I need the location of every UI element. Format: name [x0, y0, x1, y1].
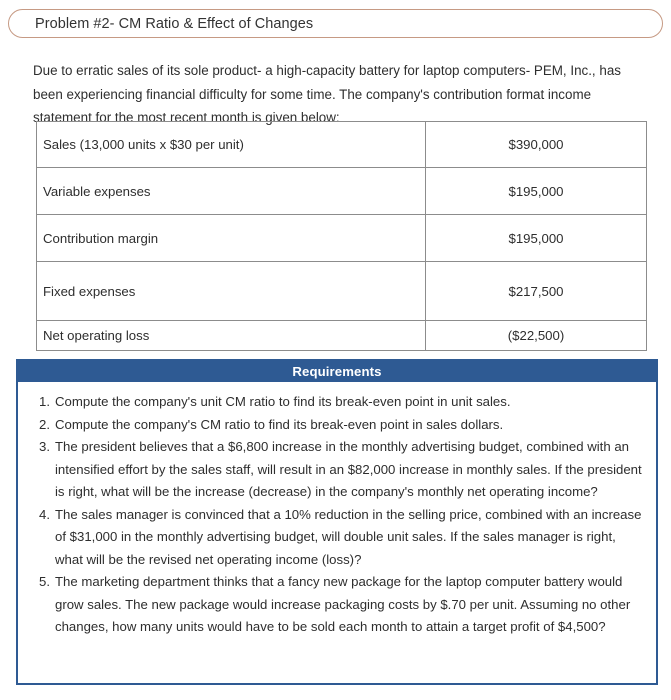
page-title: Problem #2- CM Ratio & Effect of Changes: [35, 15, 314, 32]
list-item-number: 1.: [39, 394, 50, 409]
row-amount: $390,000: [426, 122, 647, 168]
row-label: Sales (13,000 units x $30 per unit): [37, 122, 426, 168]
list-item-number: 5.: [39, 574, 50, 589]
list-item: [28, 391, 644, 414]
table-row: [37, 168, 647, 215]
row-amount: $195,000: [426, 215, 647, 262]
list-item: [28, 436, 644, 504]
row-label: Variable expenses: [37, 168, 426, 215]
requirements-list: [18, 382, 656, 639]
list-item-number: 3.: [39, 439, 50, 454]
list-item-text: The president believes that a $6,800 increase in the monthly advertising budget, combined with an intensified effort by the sales staff, will result in an $82,000 increase in monthly sales. If the president is right, what will be the increase (decrease) in the company's monthly net operating income?: [55, 439, 642, 499]
table-row: [37, 321, 647, 351]
row-label: Net operating loss: [37, 321, 426, 351]
row-amount: $217,500: [426, 262, 647, 321]
list-item-number: 2.: [39, 416, 50, 432]
intro-paragraph: Due to erratic sales of its sole product- a high-capacity battery for laptop computers- PEM, Inc., has been experiencing financial difficulty for some time. The company's contribution format income statement for the most recent month is given below:: [33, 63, 621, 126]
row-label: Fixed expenses: [37, 262, 426, 321]
requirements-header: Requirements: [18, 361, 656, 382]
problem-title-banner: [8, 9, 663, 38]
requirements-box: [16, 359, 658, 685]
income-statement-table: [36, 121, 647, 351]
table-row: [37, 262, 647, 321]
list-item-text: The marketing department thinks that a fancy new package for the laptop computer battery would grow sales. The new package would increase packaging costs by $.70 per unit. Assuming no other changes, how many units would have to be sold each month to attain a target profit of $4,500?: [55, 574, 631, 634]
row-amount: $195,000: [426, 168, 647, 215]
list-item-number: 4.: [39, 506, 50, 522]
list-item-text: Compute the company's unit CM ratio to find its break-even point in unit sales.: [55, 394, 511, 409]
list-item-text: The sales manager is convinced that a 10% reduction in the selling price, combined with an increase of $31,000 in the monthly advertising budget, will double unit sales. If the sales manager is right, what will be the revised net operating income (loss)?: [55, 506, 642, 567]
list-item: [28, 504, 644, 572]
row-label: Contribution margin: [37, 215, 426, 262]
list-item-text: Compute the company's CM ratio to find its break-even point in sales dollars.: [55, 416, 504, 432]
list-item: [28, 571, 644, 639]
row-amount: ($22,500): [426, 321, 647, 351]
table-row: [37, 122, 647, 168]
table-row: [37, 215, 647, 262]
list-item: [28, 414, 644, 437]
